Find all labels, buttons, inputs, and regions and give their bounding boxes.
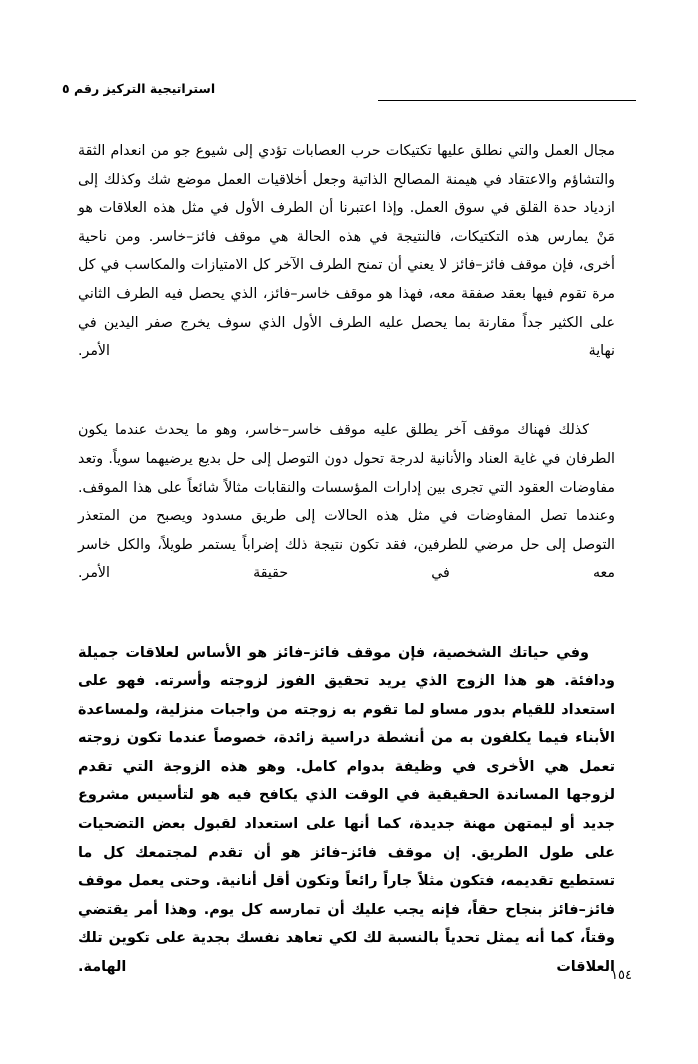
- running-head: [62, 78, 636, 99]
- running-head-rule: [378, 100, 636, 101]
- page-number: ١٥٤: [611, 968, 632, 983]
- paragraph-2: كذلك فهناك موقف آخر يطلق عليه موقف خاسر–خاسر، وهو ما يحدث عندما يكون الطرفان في غاية العناد والأنانية لدرجة تحول دون التوصل إلى حل بديع يرضيهما سوياً. وتعد مفاوضات العقود التي تجرى بين إدارات المؤسسات والنقابات مثالاً شائعاً على هذا الموقف. وعندما تصل المفاوضات في مثل هذه الحالات إلى طريق مسدود ويصبح من المتعذر التوصل إلى حل مرضي للطرفين، فقد تكون نتيجة ذلك إضراباً يستمر طويلاً، والكل خاسر معه في حقيقة الأمر.: [78, 422, 615, 582]
- paragraph-1: مجال العمل والتي نطلق عليها تكتيكات حرب العصابات تؤدي إلى شيوع جو من انعدام الثقة والتشاؤم والاعتقاد في هيمنة المصالح الذاتية وجعل أخلاقيات العمل موضع شك وكذلك إلى ازدياد حدة القلق في سوق العمل. وإذا اعتبرنا أن الطرف الأول في مثل هذه العلاقات هو مَنْ يمارس هذه التكتيكات، فالنتيجة في هذه الحالة هي موقف فائز–خاسر. ومن ناحية أخرى، فإن موقف فائز–فائز لا يعني أن تمنح الطرف الآخر كل الامتيازات والمكاسب في كل مرة تقوم فيها بعقد صفقة معه، فهذا هو موقف خاسر–فائز، الذي يحصل فيه الطرف الثاني على الكثير جداً مقارنة بما يحصل عليه الطرف الأول الذي سوف يخرج صفر اليدين في نهاية الأمر.: [78, 143, 615, 360]
- paragraph-3: وفي حياتك الشخصية، فإن موقف فائز–فائز هو الأساس لعلاقات جميلة ودافئة. هو هذا الزوج الذي يريد تحقيق الفوز لزوجته وأسرته. فهو على استعداد للقيام بدور مساو لما تقوم به زوجته من واجبات منزلية، ولمساعدة الأبناء فيما يكلفون به من أنشطة دراسية زائدة، خصوصاً عندما تكون زوجته تعمل هي الأخرى في وظيفة بدوام كامل. وهو هذه الزوجة التي تقدم لزوجها المساندة الحقيقية في الوقت الذي يكافح فيه هو لتأسيس مشروع جديد أو ليمتهن مهنة جديدة، كما أنها على استعداد لقبول بعض التضحيات على طول الطريق. إن موقف فائز–فائز هو أن تقدم لمجتمعك كل ما تستطيع تقديمه، فتكون مثلاً جاراً رائعاً وتكون أقل أنانية. وحتى يعمل موقف فائز–فائز بنجاح حقاً، فإنه يجب عليك أن تمارسه كل يوم. وهذا أمر يقتضي وقتاً، كما أنه يمثل تحدياً بالنسبة لك لكي تعاهد نفسك بجدية على تكوين تلك العلاقات الهامة.: [78, 644, 615, 976]
- running-head-title: استراتيجية التركيز رقم ٥: [62, 81, 216, 96]
- body-text: [78, 137, 615, 1032]
